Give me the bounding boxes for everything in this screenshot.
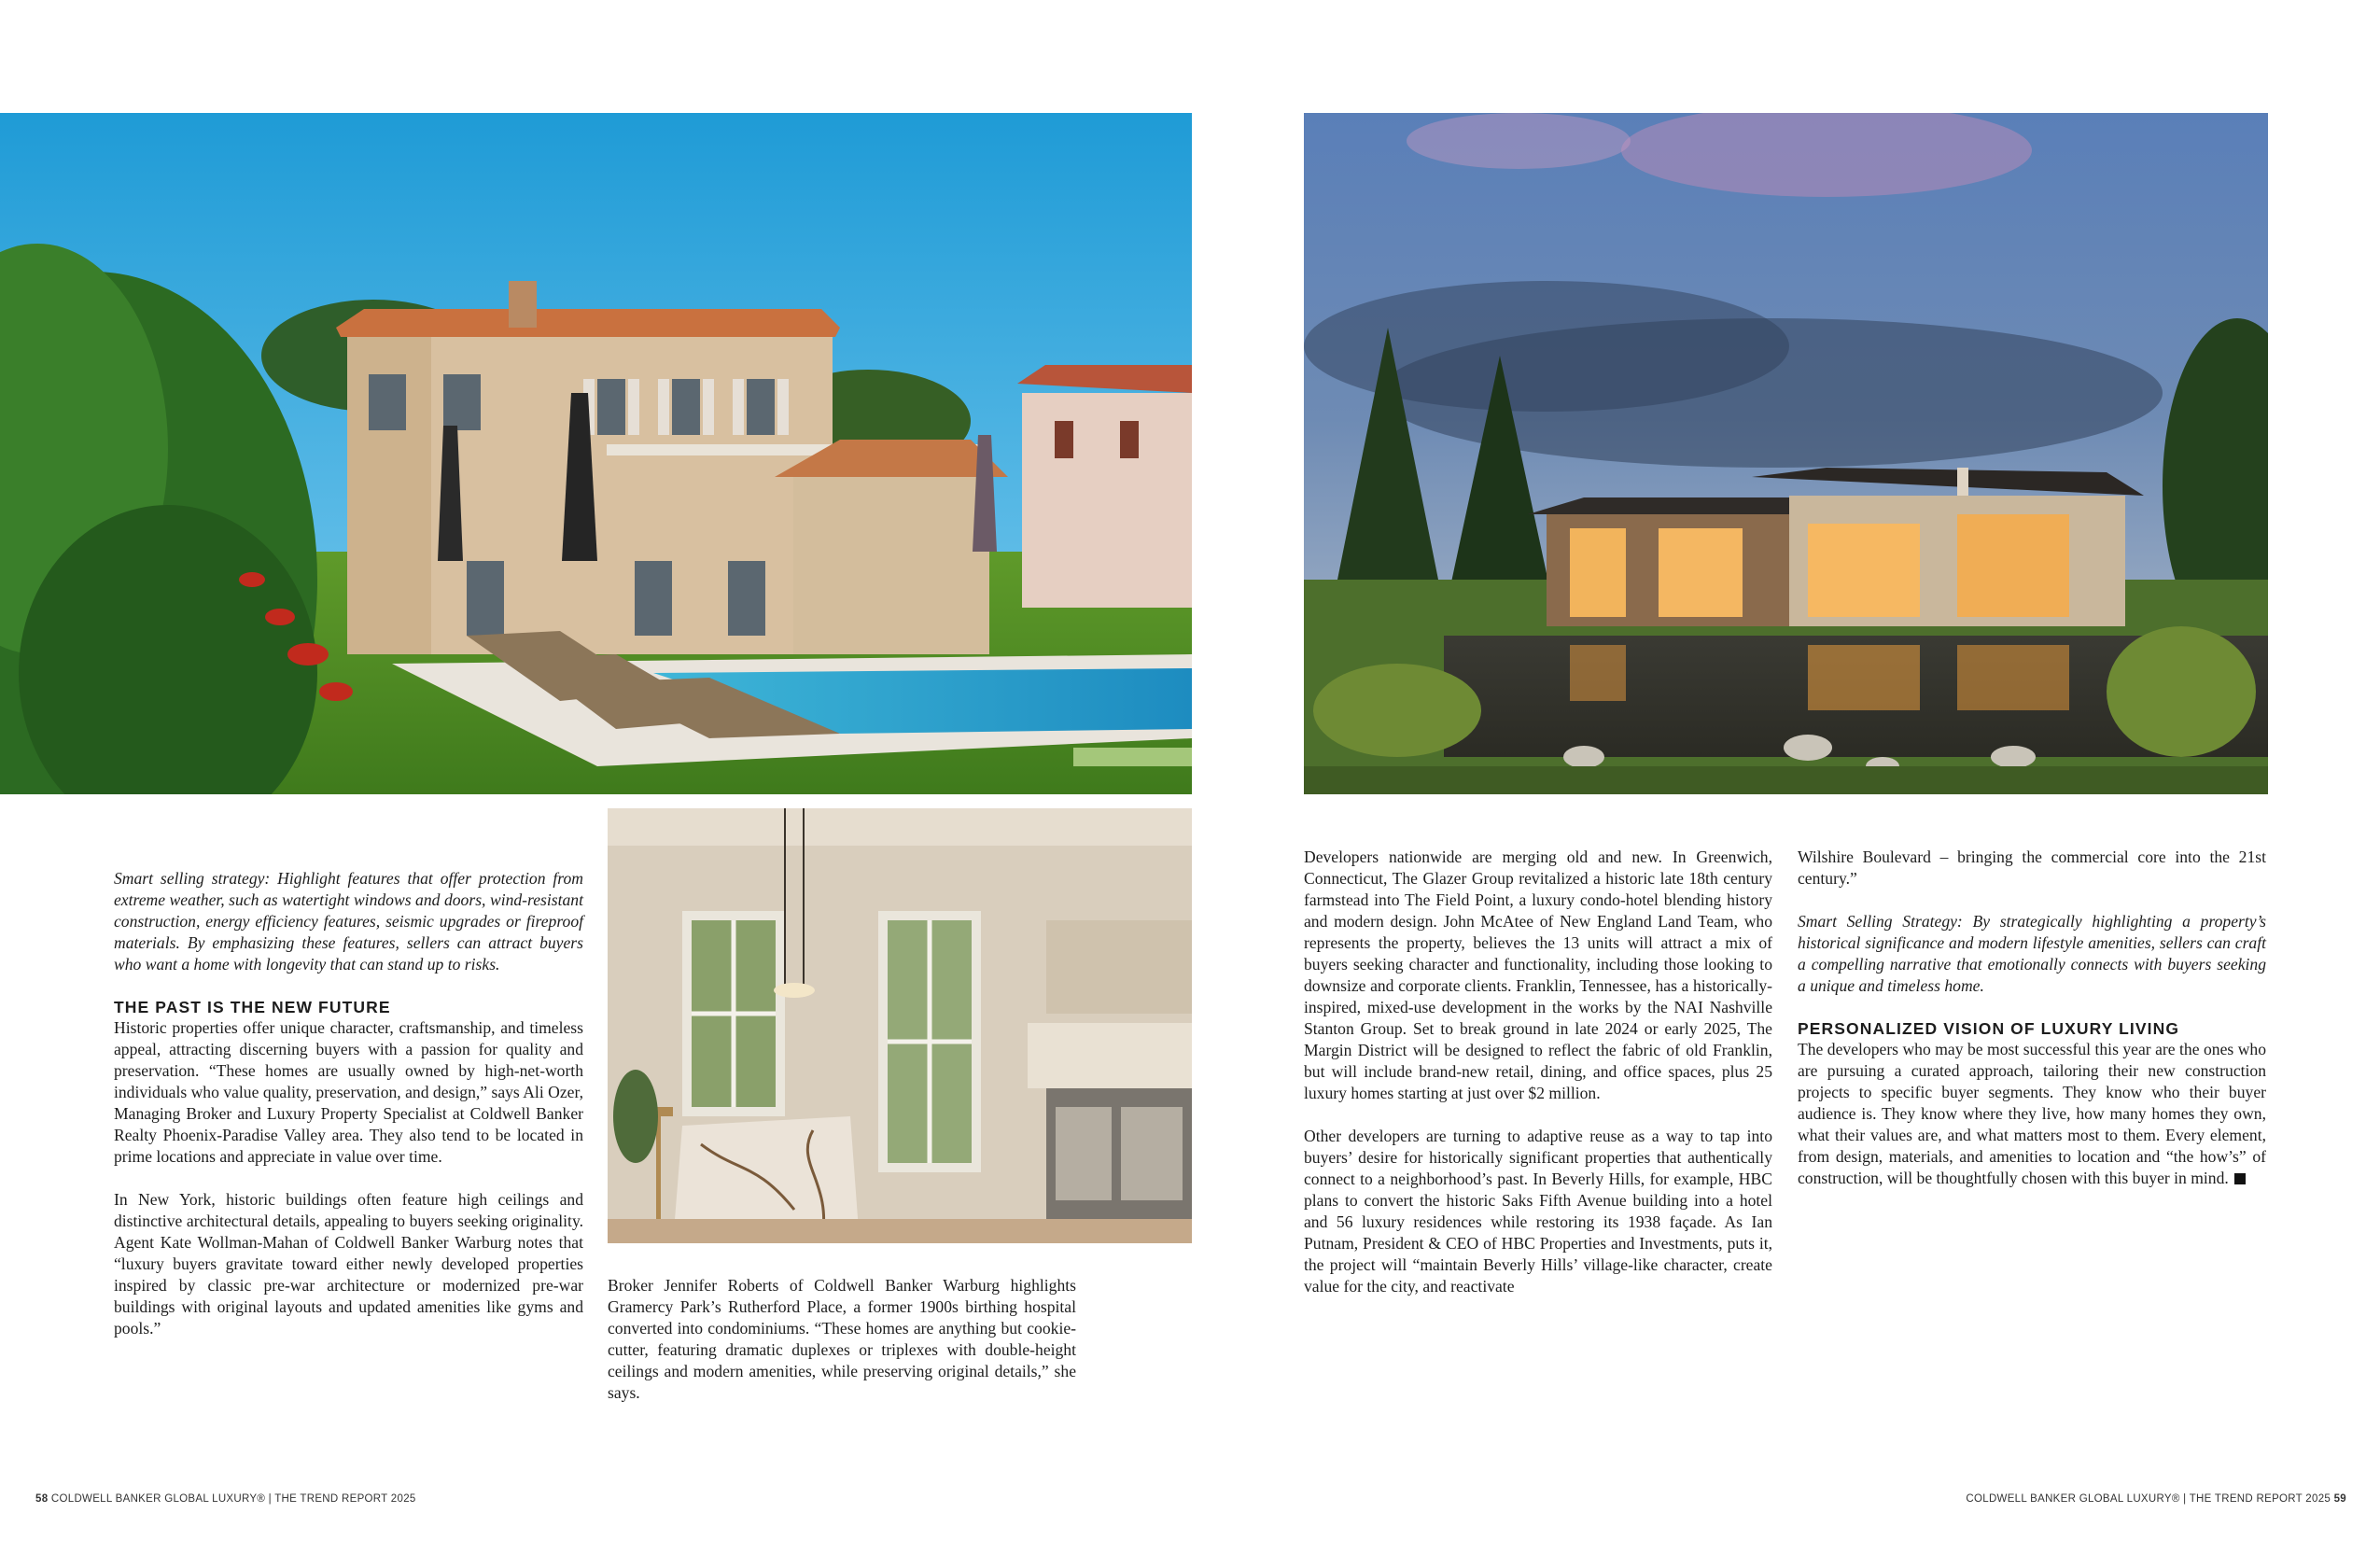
modern-house-illustration	[1304, 113, 2268, 794]
section-heading-personalized: PERSONALIZED VISION OF LUXURY LIVING	[1798, 1019, 2180, 1038]
end-mark-icon	[2234, 1173, 2246, 1184]
body-paragraph: Wilshire Boulevard – bringing the commercial core into the 21st century.”	[1798, 848, 2266, 888]
body-paragraph: Other developers are turning to adaptive reuse as a way to tap into buyers’ desire for historically significant properties that authentically connect to a neighborhood’s past. In Beverly Hills, for example, HBC plans to convert the historic Saks Fifth Avenue building into a hotel and 56 luxury residences while restoring its 1938 façade. As Ian Putnam, President & CEO of HBC Properties and Investments, puts it, the project will “maintain Beverly Hills’ village-like character, create value for the city, and reactivate	[1304, 1127, 1772, 1296]
villa-pool-illustration	[0, 113, 1192, 794]
right-column-1	[1304, 847, 1772, 1297]
body-paragraph: Developers nationwide are merging old and new. In Greenwich, Connecticut, The Glazer Group revitalized a historic late 18th century farmstead into The Field Point, a luxury condo-hotel blending history and modern design. John McAtee of New England Land Team, who represents the property, believes the 13 units will attract a mix of buyers seeking character and functionality, including those looking to downsize and corporate clients. Franklin, Tennessee, has a historically-inspired, mixed-use development in the works by the NAI Nashville Stanton Group. Set to break ground in late 2024 or early 2025, The Margin District will be designed to reflect the fabric of old Franklin, but will include brand-new retail, dining, and office spaces, plus 25 luxury homes starting at just over $2 million.	[1304, 848, 1772, 1102]
section-heading-past: THE PAST IS THE NEW FUTURE	[114, 998, 391, 1016]
kitchen-illustration	[608, 808, 1192, 1243]
body-paragraph: Historic properties offer unique character, craftsmanship, and timeless appeal, attracting discerning buyers with a passion for quality and preservation. “These homes are usually owned by high-net-worth individuals who value quality, preservation, and design,” says Ali Ozer, Managing Broker and Luxury Property Specialist at Coldwell Banker Realty Phoenix-Paradise Valley area. They also tend to be located in prime locations and appreciate in value over time.	[114, 1018, 583, 1166]
left-column-2	[608, 1275, 1076, 1404]
closing-paragraph-text: The developers who may be most successful this year are the ones who are pursuing a curated approach, tailoring their new construction projects to specific buyer segments. They know who their buyer audience is. They know where they live, how many homes they own, what their values are, and what matters most to them. Every element, from design, materials, and amenities to location and “the how’s” of construction, will be thoughtfully chosen with this buyer in mind.	[1798, 1040, 2266, 1187]
modern-house-dusk-photo	[1304, 113, 2268, 794]
smart-selling-caption: Smart selling strategy: Highlight features that offer protection from extreme weather, such as watertight windows and doors, wind-resistant construction, energy efficiency features, seismic upgrades or fireproof materials. By emphasizing these features, sellers can attract buyers who want a home with longevity that can stand up to risks.	[114, 869, 583, 974]
left-column-1	[114, 868, 583, 1339]
body-paragraph: In New York, historic buildings often feature high ceilings and distinctive architectural details, appealing to buyers seeking originality. Agent Kate Wollman-Mahan of Coldwell Banker Warburg notes that “luxury buyers gravitate toward either newly developed properties inspired by classic pre-war architecture or modernized pre-war buildings with original layouts and updated amenities like gyms and pools.”	[114, 1190, 583, 1338]
body-paragraph: Broker Jennifer Roberts of Coldwell Banker Warburg highlights Gramercy Park’s Rutherford Place, a former 1900s birthing hospital converted into condominiums. “These homes are anything but cookie-cutter, featuring dramatic duplexes or triplexes with double-height ceilings and modern amenities, while preserving original details,” she says.	[608, 1276, 1076, 1402]
folio-text: COLDWELL BANKER GLOBAL LUXURY® | THE TREND REPORT 2025	[50, 1493, 416, 1505]
villa-pool-photo	[0, 113, 1192, 794]
body-paragraph	[1798, 1039, 2266, 1189]
right-column-2	[1798, 847, 2266, 1189]
folio-text: COLDWELL BANKER GLOBAL LUXURY® | THE TREND REPORT 2025	[1966, 1493, 2331, 1505]
folio-left	[35, 1493, 416, 1505]
smart-selling-caption: Smart Selling Strategy: By strategically highlighting a property’s historical significance and modern lifestyle amenities, sellers can craft a compelling narrative that emotionally connects with buyers seeking a unique and timeless home.	[1798, 912, 2266, 995]
page-number: 59	[2333, 1493, 2346, 1505]
page-number: 58	[35, 1493, 49, 1505]
folio-right	[1966, 1493, 2346, 1505]
kitchen-interior-photo	[608, 808, 1192, 1243]
